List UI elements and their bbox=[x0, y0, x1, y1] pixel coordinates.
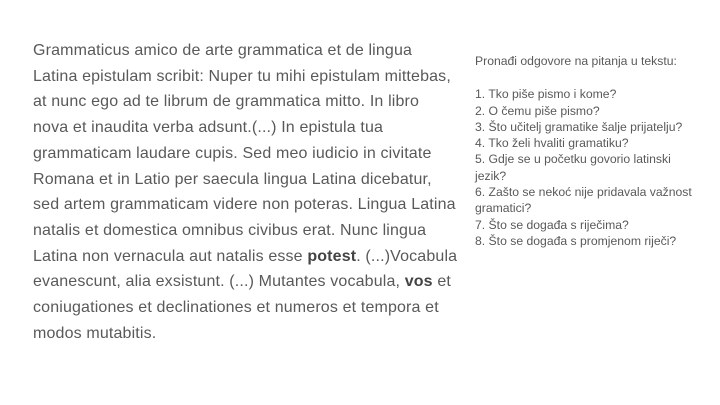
question-item-3: 3. Što učitelj gramatike šalje prijatelju? bbox=[475, 119, 683, 134]
questions-intro: Pronađi odgovore na pitanja u tekstu: bbox=[475, 54, 677, 68]
question-item-8: 8. Što se događa s promjenom riječi? bbox=[475, 233, 677, 248]
latin-passage-part-1: Grammaticus amico de arte grammatica et de lingua Latina epistulam scribit: Nuper tu mihi epistulam mittebas, at nunc ego ad te librum de grammatica mitto. In libro nova et inaudita verba adsunt.(...) In epistula tua grammaticam laudare cupis. Sed meo iudicio in civitate Romana et in Latio per saecula lingua Latina dicebatur, sed artem grammaticam videre non poteras. Lingua Latina natalis et domestica omnibus civibus erat. Nunc lingua Latina non vernacula aut natalis esse bbox=[33, 42, 456, 265]
latin-passage-bold-vos: vos bbox=[404, 273, 433, 291]
question-item-7: 7. Što se događa s riječima? bbox=[475, 217, 629, 232]
latin-passage-bold-potest: potest bbox=[307, 247, 357, 265]
questions-list bbox=[475, 86, 700, 249]
questions-panel bbox=[475, 53, 700, 249]
question-item-2: 2. O čemu piše pismo? bbox=[475, 103, 600, 118]
question-item-1: 1. Tko piše pismo i kome? bbox=[475, 87, 617, 102]
question-item-4: 4. Tko želi hvaliti gramatiku? bbox=[475, 136, 629, 151]
latin-passage-part-3: et coniugationes et declinationes et numeros et tempora et modos mutabitis. bbox=[33, 273, 451, 342]
latin-passage bbox=[33, 38, 458, 346]
question-item-6: 6. Zašto se nekoć nije pridavala važnost gramatici? bbox=[475, 185, 692, 216]
latin-passage-part-2: . (...)Vocabula evanescunt, alia exsistunt. (...) Mutantes vocabula, bbox=[33, 247, 458, 291]
question-item-5: 5. Gdje se u početku govorio latinski jezik? bbox=[475, 152, 671, 183]
